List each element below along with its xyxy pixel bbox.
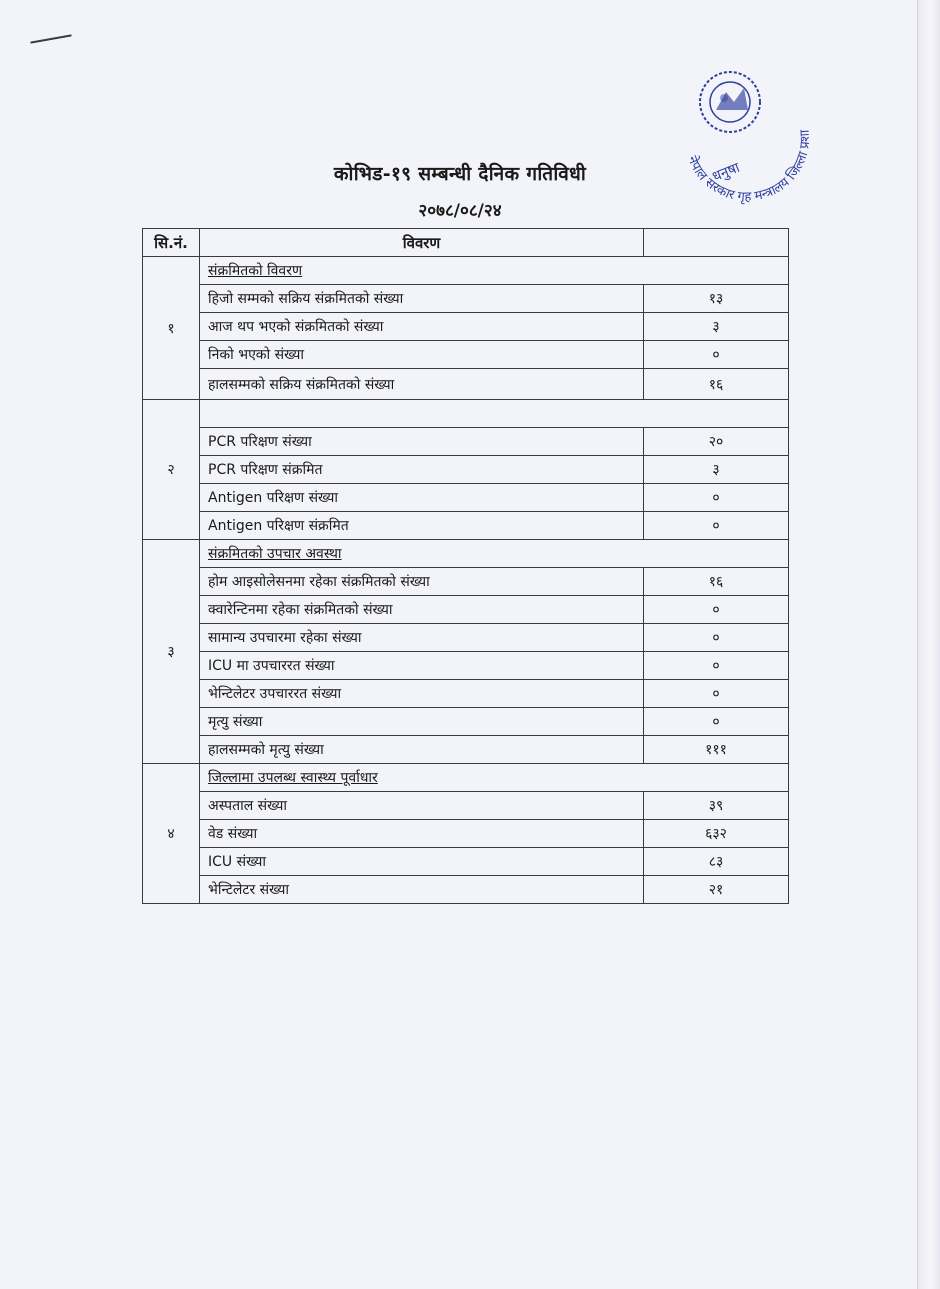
table-row [143,596,789,624]
seal-graphic [668,58,828,218]
section-heading [200,400,789,428]
page-title: कोभिड-१९ सम्बन्धी दैनिक गतिविधी [333,163,587,185]
row-label: होम आइसोलेसनमा रहेका संक्रमितको संख्या [200,568,644,596]
table-row [143,341,789,369]
row-value: ३९ [644,792,789,820]
row-value: ० [644,484,789,512]
section-row [143,257,789,285]
row-value: ० [644,341,789,369]
row-value: २० [644,428,789,456]
table-row [143,369,789,400]
seal-text-arc: नेपाल सरकार गृह मन्त्रालय जिल्ला प्रशा [684,129,814,205]
row-value: २१ [644,876,789,904]
table-row [143,736,789,764]
svg-text:नेपाल सरकार गृह मन्त्रालय जिल् [668,58,813,205]
seal-text-district: धनुषा [710,159,743,186]
row-label: हालसम्मको सक्रिय संक्रमितको संख्या [200,369,644,400]
row-label: सामान्य उपचारमा रहेका संख्या [200,624,644,652]
row-value: १६ [644,369,789,400]
serial-number: १ [143,257,200,400]
table-row [143,512,789,540]
table-row [143,568,789,596]
section-row [143,540,789,568]
section-heading: जिल्लामा उपलब्ध स्वास्थ्य पूर्वाधार [200,764,789,792]
header-sn: सि.नं. [143,229,200,257]
row-label: निको भएको संख्या [200,341,644,369]
row-value: ० [644,624,789,652]
row-value: १११ [644,736,789,764]
row-value: ३ [644,313,789,341]
pen-mark [30,34,72,43]
row-value: ८३ [644,848,789,876]
row-label: भेन्टिलेटर संख्या [200,876,644,904]
covid-report-table [142,228,789,904]
section-row [143,764,789,792]
row-label: हालसम्मको मृत्यु संख्या [200,736,644,764]
table-row [143,792,789,820]
serial-number: ३ [143,540,200,764]
row-label: ICU संख्या [200,848,644,876]
row-label: आज थप भएको संक्रमितको संख्या [200,313,644,341]
report-date: २०७८/०८/२४ [418,201,502,221]
table-row [143,285,789,313]
row-label: अस्पताल संख्या [200,792,644,820]
table-row [143,708,789,736]
table-row [143,820,789,848]
serial-number: २ [143,400,200,540]
row-label: क्वारेन्टिनमा रहेका संक्रमितको संख्या [200,596,644,624]
table-row [143,848,789,876]
row-label: भेन्टिलेटर उपचाररत संख्या [200,680,644,708]
table-row [143,313,789,341]
row-value: १६ [644,568,789,596]
row-label: PCR परिक्षण संक्रमित [200,456,644,484]
table-row [143,652,789,680]
section-heading: संक्रमितको उपचार अवस्था [200,540,789,568]
row-label: मृत्यु संख्या [200,708,644,736]
row-value: ० [644,708,789,736]
row-value: ० [644,596,789,624]
row-label: Antigen परिक्षण संख्या [200,484,644,512]
row-value: १३ [644,285,789,313]
row-label: Antigen परिक्षण संक्रमित [200,512,644,540]
row-label: वेड संख्या [200,820,644,848]
paper-edge [917,0,940,1289]
row-value: ३ [644,456,789,484]
table-row [143,624,789,652]
row-value: ० [644,512,789,540]
row-label: ICU मा उपचाररत संख्या [200,652,644,680]
row-value: ० [644,652,789,680]
table-body [143,257,789,904]
table-row [143,876,789,904]
row-label: हिजो सम्मको सक्रिय संक्रमितको संख्या [200,285,644,313]
row-label: PCR परिक्षण संख्या [200,428,644,456]
section-heading: संक्रमितको विवरण [200,257,789,285]
header-description: विवरण [200,229,644,257]
serial-number: ४ [143,764,200,904]
office-seal [668,58,828,218]
table-row [143,428,789,456]
row-value: ६३२ [644,820,789,848]
table-header-row [143,229,789,257]
header-value [644,229,789,257]
table-row [143,456,789,484]
table-row [143,680,789,708]
row-value: ० [644,680,789,708]
section-row [143,400,789,428]
table-row [143,484,789,512]
